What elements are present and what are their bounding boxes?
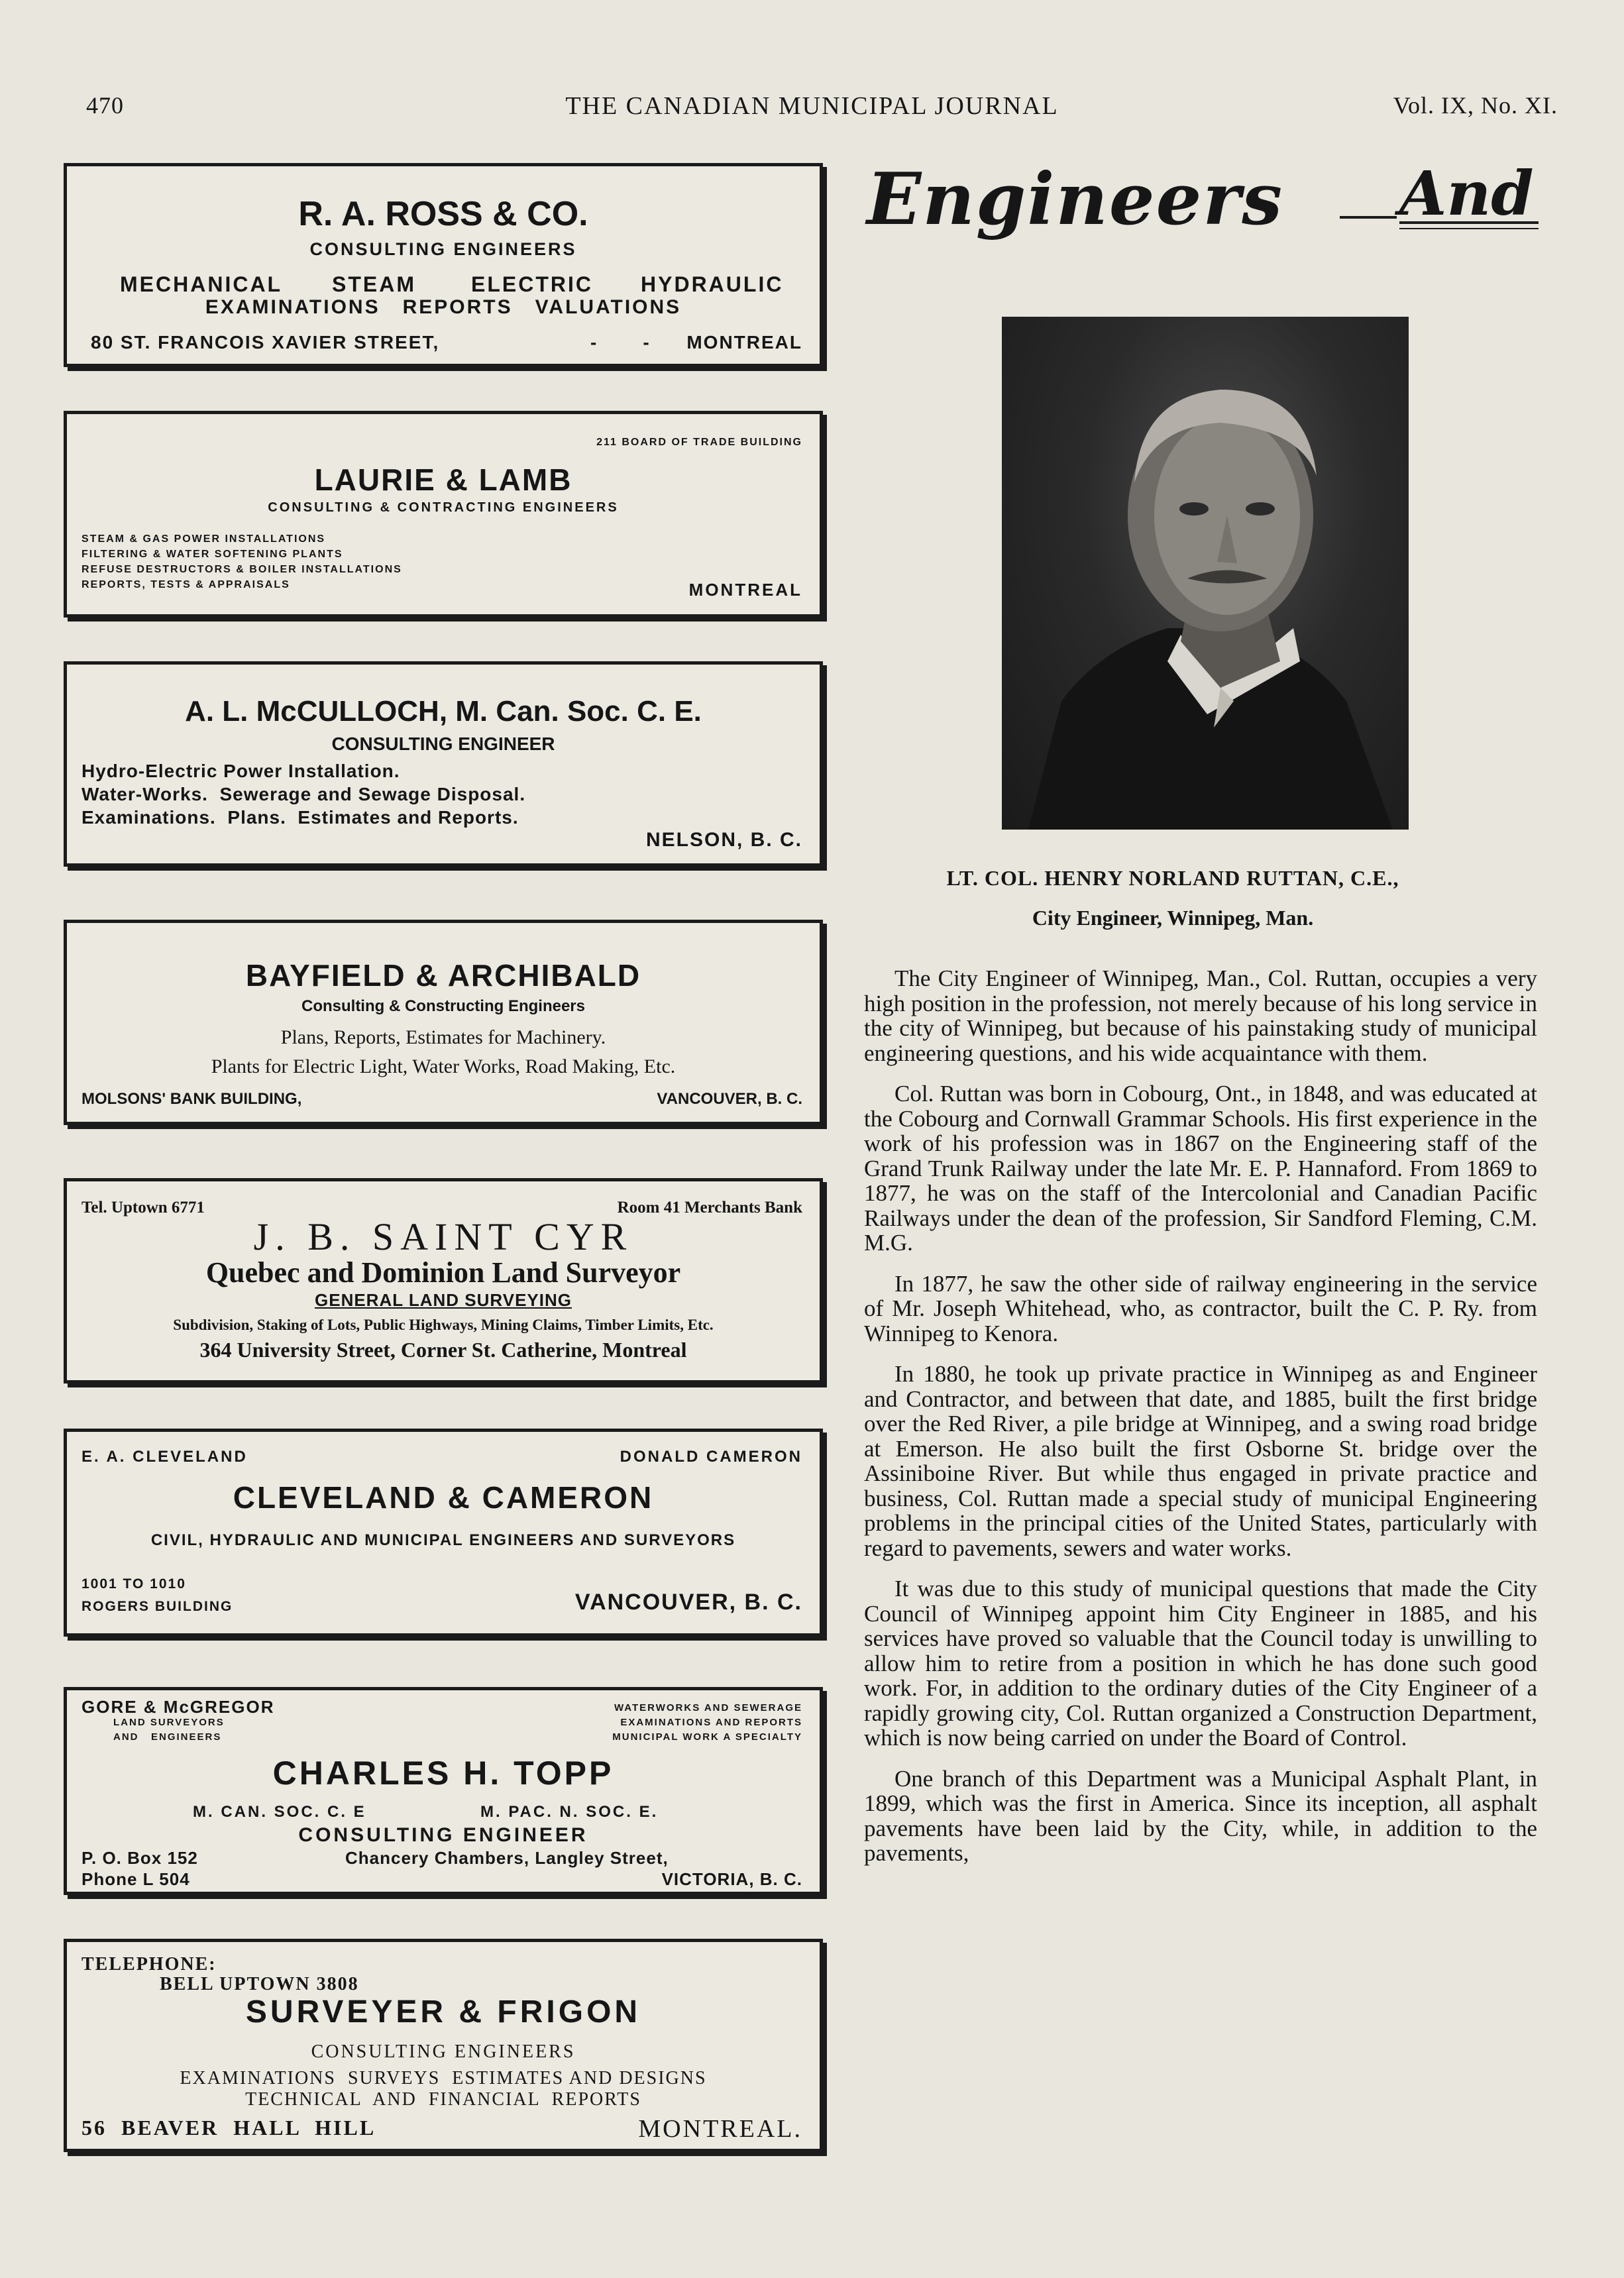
ad-cleveland-partner-1: E. A. CLEVELAND <box>81 1448 248 1466</box>
article-paragraph: The City Engineer of Winnipeg, Man., Col. Ruttan, occupies a very high position in the profession, not merely because of his long service in the city of Winnipeg, but because of his painstaking study of municipal engineering questions, and his wide acquaintance with them. <box>864 965 1537 1066</box>
ad-topp-formerly-2: LAND SURVEYORS <box>113 1717 225 1728</box>
ad-laurie-subtitle: CONSULTING & CONTRACTING ENGINEERS <box>268 500 619 515</box>
ad-ross-service-4: HYDRAULIC <box>641 272 784 296</box>
ad-saintcyr-services: Subdivision, Staking of Lots, Public Highways, Mining Claims, Timber Limits, Etc. <box>173 1317 714 1333</box>
ad-laurie-name: LAURIE & LAMB <box>314 462 572 497</box>
ad-ross <box>64 163 823 367</box>
ad-ross-city: MONTREAL <box>686 332 802 353</box>
ad-cleveland-partner-2: DONALD CAMERON <box>620 1448 802 1466</box>
ad-topp-subtitle: CONSULTING ENGINEER <box>298 1824 588 1846</box>
heading-dash <box>1340 216 1397 219</box>
ad-laurie-service-1: STEAM & GAS POWER INSTALLATIONS <box>81 533 326 545</box>
journal-title: THE CANADIAN MUNICIPAL JOURNAL <box>565 92 1059 120</box>
ad-topp-specialty-2: EXAMINATIONS AND REPORTS <box>620 1717 802 1728</box>
portrait-caption-title: City Engineer, Winnipeg, Man. <box>1032 906 1314 930</box>
ad-ross-service-1: MECHANICAL <box>120 272 283 296</box>
ad-laurie-service-3: REFUSE DESTRUCTORS & BOILER INSTALLATIONS <box>81 564 402 575</box>
ad-cleveland-city: VANCOUVER, B. C. <box>574 1590 802 1615</box>
ad-bayfield-address: MOLSONS' BANK BUILDING, <box>81 1090 302 1108</box>
ad-mcculloch-service-2: Water-Works. Sewerage and Sewage Disposal. <box>81 784 526 804</box>
article-paragraph: Col. Ruttan was born in Cobourg, Ont., in 1848, and was educated at the Cobourg and Cornwall Grammar Schools. His first experience in the work of his profession was in 1867 on the Engineering staff of the Grand Trunk Railway under the late Mr. E. P. Hannaford. From 1869 to 1877, he was on the staff of the Intercolonial and Canadian Pacific Railways under the dean of the profession, Sir Sandford Fleming, C.M. M.G. <box>864 1081 1537 1256</box>
ad-saintcyr-title: Quebec and Dominion Land Surveyor <box>205 1256 681 1289</box>
ad-surveyer-subtitle: CONSULTING ENGINEERS <box>311 2041 576 2062</box>
ad-ross-dashes: - - <box>590 332 649 353</box>
ad-ross-service-2: STEAM <box>332 272 416 296</box>
ad-bayfield-name: BAYFIELD & ARCHIBALD <box>245 958 641 993</box>
ad-topp-formerly-1: GORE & McGREGOR <box>81 1697 275 1717</box>
ad-bayfield-subtitle: Consulting & Constructing Engineers <box>301 997 585 1015</box>
article-paragraph: It was due to this study of municipal questions that made the City Council of Winnipeg appoint him City Engineer in 1885, and his services have proved so valuable that the Council today is unwilling to allow him to retire from a position in which he has done such good work. For, in addition to the ordinary duties of the City Engineer of a rapidly growing city, Col. Ruttan organized a Construction Department, which is now being carried on under the Board of Control. <box>864 1576 1537 1751</box>
article-paragraph: In 1880, he took up private practice in Winnipeg as and Engineer and Contractor, and between that date, and 1885, built the first bridge over the Red River, a pile bridge at Winnipeg, and a swing road bridge at Emerson. He also built the first Osborne St. bridge over the Assiniboine River. But while thus engaged in private practice and business, Col. Ruttan made a special study of municipal Engineering problems in the principal cities of the United States, particularly with regard to pavements, sewers and water works. <box>864 1361 1537 1561</box>
ad-laurie-city: MONTREAL <box>688 580 802 600</box>
ad-charles-topp <box>64 1687 823 1895</box>
ad-surveyer-city: MONTREAL. <box>638 2115 802 2143</box>
ad-topp-cred-1: M. CAN. SOC. C. E <box>193 1803 366 1821</box>
ad-topp-city: VICTORIA, B. C. <box>661 1869 802 1889</box>
ad-laurie-building: 211 BOARD OF TRADE BUILDING <box>596 437 802 448</box>
page-number: 470 <box>86 92 124 119</box>
ad-saintcyr-subtitle: GENERAL LAND SURVEYING <box>315 1290 572 1310</box>
ad-saintcyr-address: 364 University Street, Corner St. Catherine, Montreal <box>199 1338 687 1362</box>
ad-saintcyr-tel: Tel. Uptown 6771 <box>81 1199 205 1217</box>
ad-mcculloch <box>64 661 823 867</box>
ad-ross-service-3: ELECTRIC <box>471 272 593 296</box>
ad-surveyer-tel: BELL UPTOWN 3808 <box>160 1974 359 1994</box>
feature-heading: Engineers <box>867 158 1284 241</box>
article-paragraph: In 1877, he saw the other side of railway engineering in the service of Mr. Joseph Whitehead, who, as contractor, built the C. P. Ry. from Winnipeg to Kenora. <box>864 1270 1537 1346</box>
ad-topp-specialty-3: MUNICIPAL WORK A SPECIALTY <box>612 1731 802 1743</box>
ad-surveyer-tel-label: TELEPHONE: <box>81 1954 217 1975</box>
ad-topp-cred-2: M. PAC. N. SOC. E. <box>480 1803 659 1821</box>
ad-laurie-lamb <box>64 411 823 618</box>
ad-cleveland-address-1: 1001 TO 1010 <box>81 1576 186 1592</box>
ad-cleveland-name: CLEVELAND & CAMERON <box>233 1480 654 1515</box>
article-paragraph: One branch of this Department was a Municipal Asphalt Plant, in 1899, which was the first in America. Since its inception, all asphalt pavements have been laid by the City, while, in addition to the pavements, <box>864 1765 1537 1866</box>
ad-saintcyr-name: J. B. SAINT CYR <box>253 1215 633 1258</box>
ad-mcculloch-name: A. L. McCULLOCH, M. Can. Soc. C. E. <box>185 695 702 728</box>
ad-saint-cyr <box>64 1178 823 1383</box>
heading-underline-thin <box>1399 228 1539 229</box>
portrait-figure <box>1002 317 1409 830</box>
ad-laurie-service-4: REPORTS, TESTS & APPRAISALS <box>81 579 290 590</box>
ad-ross-line2: EXAMINATIONS REPORTS VALUATIONS <box>205 296 682 318</box>
ad-bayfield-archibald <box>64 920 823 1125</box>
ad-topp-address: Chancery Chambers, Langley Street, <box>345 1848 669 1868</box>
ad-mcculloch-service-3: Examinations. Plans. Estimates and Reports. <box>81 807 519 828</box>
ad-bayfield-line1: Plans, Reports, Estimates for Machinery. <box>280 1026 606 1048</box>
ad-ross-address: 80 ST. FRANCOIS XAVIER STREET, <box>91 332 440 353</box>
ad-topp-po: P. O. Box 152 <box>81 1848 198 1868</box>
ad-cleveland-cameron <box>64 1429 823 1637</box>
ad-topp-name: CHARLES H. TOPP <box>272 1755 614 1792</box>
ad-surveyer-frigon <box>64 1939 823 2152</box>
ad-ross-subtitle: CONSULTING ENGINEERS <box>309 239 577 259</box>
ad-cleveland-address-2: ROGERS BUILDING <box>81 1599 233 1614</box>
ad-cleveland-subtitle: CIVIL, HYDRAULIC AND MUNICIPAL ENGINEERS AND SURVEYORS <box>150 1531 736 1549</box>
ad-surveyer-address: 56 BEAVER HALL HILL <box>81 2116 376 2140</box>
ad-laurie-service-2: FILTERING & WATER SOFTENING PLANTS <box>81 549 343 560</box>
feature-heading-and: And <box>1399 158 1534 229</box>
ad-topp-formerly-3: AND ENGINEERS <box>113 1731 222 1743</box>
portrait-caption-name: LT. COL. HENRY NORLAND RUTTAN, C.E., <box>946 866 1399 890</box>
ad-topp-phone: Phone L 504 <box>81 1869 190 1889</box>
portrait-photo <box>1002 317 1409 830</box>
ad-saintcyr-room: Room 41 Merchants Bank <box>617 1199 802 1217</box>
ad-ross-name: R. A. ROSS & CO. <box>298 195 588 233</box>
ad-surveyer-name: SURVEYER & FRIGON <box>245 1994 641 2030</box>
ad-surveyer-line1: EXAMINATIONS SURVEYS ESTIMATES AND DESIGNS <box>180 2068 707 2088</box>
ad-topp-specialty-1: WATERWORKS AND SEWERAGE <box>614 1702 802 1713</box>
ad-bayfield-city: VANCOUVER, B. C. <box>657 1090 802 1108</box>
volume-number: Vol. IX, No. XI. <box>1393 92 1558 119</box>
ad-mcculloch-subtitle: CONSULTING ENGINEER <box>331 733 555 754</box>
ad-mcculloch-city: NELSON, B. C. <box>645 829 802 851</box>
heading-underline <box>1399 221 1539 224</box>
ad-surveyer-line2: TECHNICAL AND FINANCIAL REPORTS <box>245 2089 641 2110</box>
ad-bayfield-line2: Plants for Electric Light, Water Works, Road Making, Etc. <box>211 1056 676 1077</box>
ad-mcculloch-service-1: Hydro-Electric Power Installation. <box>81 761 400 781</box>
article-body <box>864 966 1537 1882</box>
